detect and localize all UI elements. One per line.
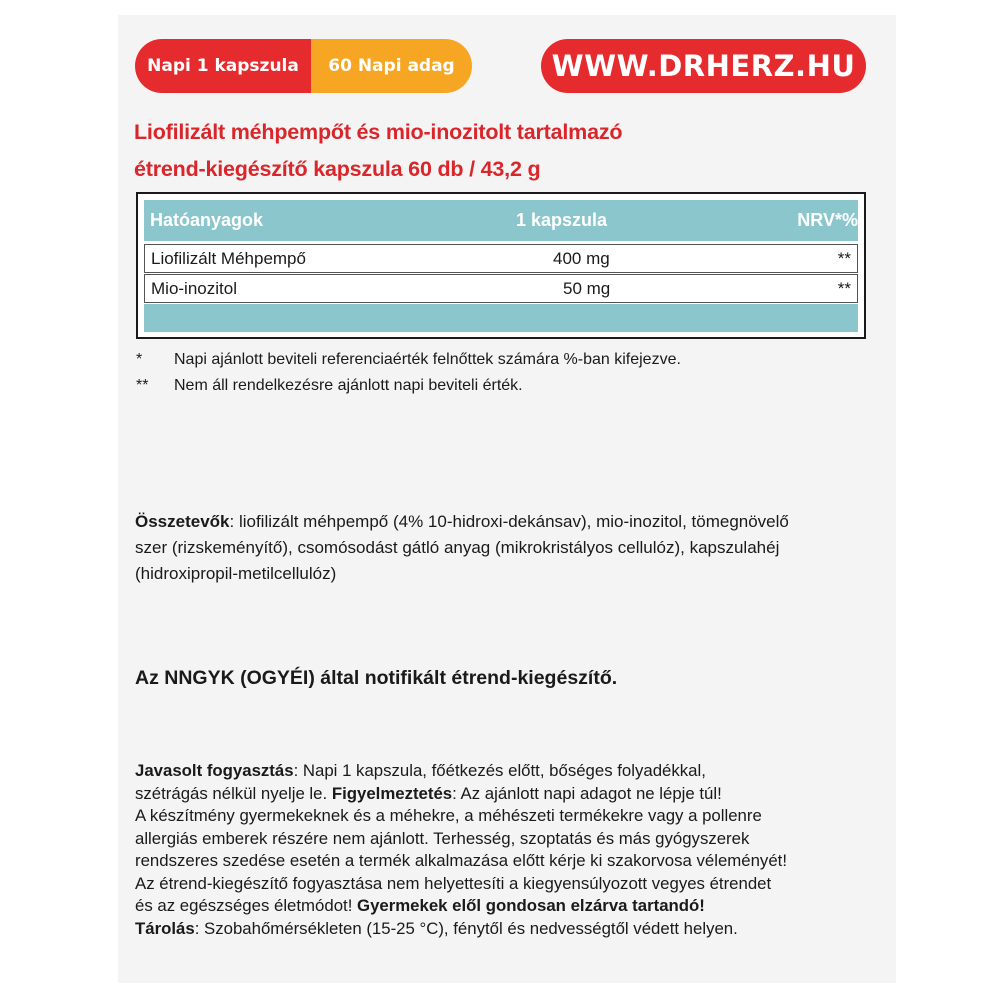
footnotes: [136, 347, 681, 399]
footnote-mark: *: [136, 351, 143, 368]
storage-label: Tárolás: [135, 918, 195, 938]
website-link[interactable]: WWW.DRHERZ.HU: [541, 39, 866, 93]
usage-text: szétrágás nélkül nyelje le.: [135, 783, 332, 803]
footnote-text: Nem áll rendelkezésre ajánlott napi beviteli érték.: [174, 377, 523, 394]
ingredients-label: Összetevők: [135, 512, 230, 531]
ingredient-nrv: **: [837, 279, 851, 298]
child-warning: Gyermekek elől gondosan elzárva tartandó!: [357, 896, 705, 915]
header-active-ingredients: Hatóanyagok: [150, 210, 264, 230]
warning-text: rendszeres szedése esetén a termék alkalmazása előtt kérje ki szakorvosa véleményét!: [135, 851, 787, 870]
footnote-mark: **: [136, 377, 149, 394]
ingredients-text: (hidroxipropil-metilcellulóz): [135, 564, 337, 583]
table-row: [144, 274, 858, 303]
ingredients-text: : liofilizált méhpempő (4% 10-hidroxi-dekánsav), mio-inozitol, tömegnövelő: [229, 512, 789, 531]
warning-text: A készítmény gyermekeknek és a méhekre, a méhészeti termékekre vagy a pollenre: [135, 806, 762, 825]
dosage-badge: [135, 39, 472, 93]
ingredient-amount: 400 mg: [553, 249, 610, 268]
ingredients-text: szer (rizskeményítő), csomósodást gátló anyag (mikrokristályos cellulóz), kapszulahéj: [135, 538, 780, 557]
footnote: [136, 347, 681, 373]
ingredients-section: [135, 509, 875, 587]
warning-text: Az étrend-kiegészítő fogyasztása nem helyettesíti a kiegyensúlyozott vegyes étrendet: [135, 873, 772, 893]
ingredient-amount: 50 mg: [563, 279, 611, 298]
usage-text: : Napi 1 kapszula, főétkezés előtt, bőséges folyadékkal,: [293, 761, 706, 780]
product-title: [134, 114, 874, 188]
notification-statement: Az NNGYK (OGYÉI) által notifikált étrend-kiegészítő.: [135, 667, 618, 689]
warning-text: allergiás emberek részére nem ajánlott. Terhesség, szoptatás és más gyógyszerek: [135, 828, 750, 848]
warning-text: és az egészséges életmódot!: [135, 896, 358, 915]
table-footer: [144, 304, 858, 332]
daily-capsule-badge: Napi 1 kapszula: [135, 39, 311, 93]
header-nrv: NRV*%: [797, 210, 858, 230]
title-line-1: Liofilizált méhpempőt és mio-inozitolt tartalmazó: [134, 120, 623, 144]
footnote: [136, 373, 681, 399]
header-per-capsule: 1 kapszula: [516, 210, 608, 230]
table-row: [144, 244, 858, 273]
table-header: [144, 200, 858, 241]
usage-section: [135, 760, 875, 940]
ingredient-nrv: **: [837, 249, 851, 268]
title-line-2: étrend-kiegészítő kapszula 60 db / 43,2 g: [134, 157, 541, 181]
daily-doses-badge: 60 Napi adag: [311, 39, 472, 93]
footnote-text: Napi ajánlott beviteli referenciaérték felnőttek számára %-ban kifejezve.: [174, 351, 681, 368]
ingredient-name: Mio-inozitol: [151, 279, 237, 298]
ingredient-name: Liofilizált Méhpempő: [151, 249, 306, 268]
usage-label: Javasolt fogyasztás: [135, 761, 294, 780]
warning-label: Figyelmeztetés: [331, 783, 453, 803]
storage-text: : Szobahőmérsékleten (15-25 °C), fénytől és nedvességtől védett helyen.: [194, 918, 738, 938]
nutrition-table: [136, 192, 866, 339]
warning-text: : Az ajánlott napi adagot ne lépje túl!: [452, 783, 722, 803]
